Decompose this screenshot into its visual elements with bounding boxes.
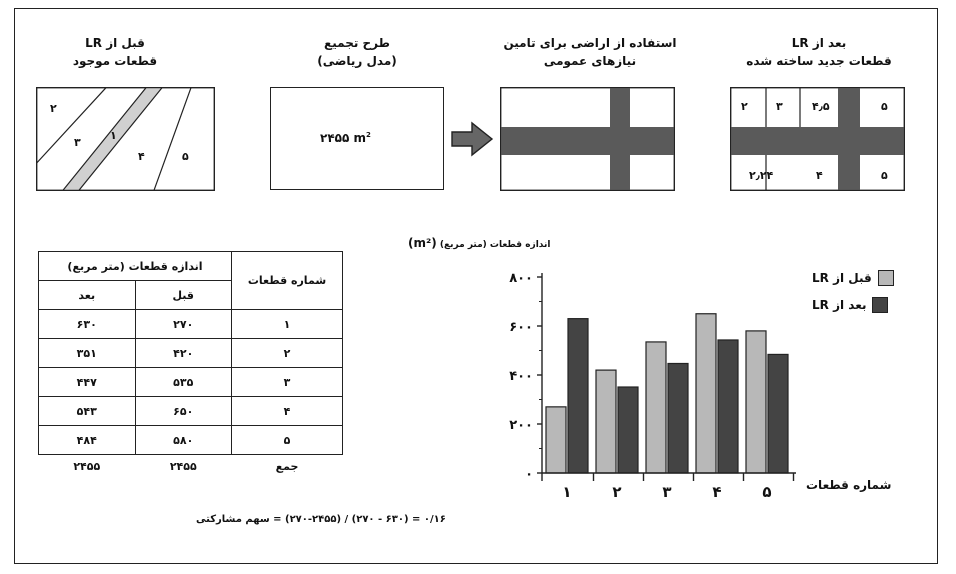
- bar-before-parcel-2: [596, 370, 616, 473]
- legend-label-before: قبل از LR: [812, 271, 872, 285]
- col-header-group: اندازه قطعات (متر مربع): [39, 252, 232, 281]
- x-tick-label-4: ۴: [712, 483, 722, 501]
- y-tick-label-600: ۶۰۰: [509, 320, 533, 335]
- col-header-before: قبل: [135, 281, 232, 310]
- cell-after: ۶۳۰: [39, 310, 136, 339]
- bar-before-parcel-1: [546, 407, 566, 473]
- pooled-area-unit: m: [353, 131, 366, 145]
- x-tick-label-1: ۱: [562, 483, 572, 501]
- cell-before: ۶۵۰: [135, 397, 232, 426]
- cell-before: ۵۳۵: [135, 368, 232, 397]
- pooling-panel-title: [282, 34, 432, 70]
- public-title-line1: استفاده از اراضی برای تامین: [503, 36, 677, 50]
- cell-after: ۵۴۳: [39, 397, 136, 426]
- chart-ylabel-text: اندازه قطعات (متر مربع): [439, 240, 551, 250]
- parcel-label-4: ۴: [138, 150, 145, 163]
- vertical-road: [610, 88, 630, 189]
- bar-before-parcel-3: [646, 342, 666, 473]
- cell-after: ۴۴۷: [39, 368, 136, 397]
- existing-parcels-border: [37, 88, 215, 191]
- chart-unit-label: (m²): [408, 236, 437, 250]
- public-use-panel-title: [500, 34, 680, 70]
- pooling-title-line1: طرح تجمیع: [324, 36, 390, 50]
- y-tick-label-0: ۰: [525, 467, 533, 482]
- col-header-after: بعد: [39, 281, 136, 310]
- pooled-area-value: ۲۴۵۵: [320, 131, 350, 145]
- table-row: [39, 426, 343, 455]
- x-tick-label-5: ۵: [762, 483, 772, 501]
- after-title-line2: قطعات جدید ساخته شده: [746, 54, 892, 68]
- y-tick-label-400: ۴۰۰: [509, 369, 533, 384]
- col-header-parcel: شماره قطعات: [232, 252, 343, 310]
- table-sum-row: [39, 455, 343, 478]
- chart-ylabel: [408, 236, 550, 250]
- after-panel-title: [734, 34, 904, 70]
- parcel-label-3: ۳: [74, 136, 81, 149]
- y-tick-label-800: ۸۰۰: [509, 271, 533, 286]
- cell-after: ۳۵۱: [39, 339, 136, 368]
- before-title-line1: قبل از LR: [85, 36, 145, 50]
- before-panel-title: [40, 34, 190, 70]
- public-land-map: [500, 87, 675, 191]
- y-tick-label-200: ۲۰۰: [509, 418, 533, 433]
- public-title-line2: نیازهای عمومی: [543, 54, 637, 68]
- legend-label-after: بعد از LR: [812, 298, 867, 312]
- bar-after-parcel-4: [718, 340, 738, 473]
- table-row: [39, 310, 343, 339]
- table-row: [39, 339, 343, 368]
- new-lot-4: ۴: [816, 169, 823, 182]
- sum-label: جمع: [232, 455, 343, 478]
- new-lot-2: ۲: [741, 100, 748, 113]
- parcel-size-bar-chart: [470, 262, 800, 502]
- existing-parcels-map: [36, 87, 215, 191]
- legend-swatch-before: [878, 270, 894, 286]
- cell-before: ۵۸۰: [135, 426, 232, 455]
- new-lot-4-5: ۴٫۵: [812, 100, 830, 113]
- chart-xlabel: شماره قطعات: [806, 478, 892, 492]
- new-lot-5-bottom: ۵: [881, 169, 888, 182]
- table-row: [39, 397, 343, 426]
- table-row: [39, 368, 343, 397]
- new-vertical-road: [838, 88, 860, 189]
- cell-before: ۲۷۰: [135, 310, 232, 339]
- after-title-line1: بعد از LR: [791, 36, 847, 50]
- horizontal-road: [501, 127, 673, 155]
- cell-after: ۴۸۴: [39, 426, 136, 455]
- pooling-title-line2: (مدل ریاضی): [317, 54, 397, 68]
- cell-parcel: ۴: [232, 397, 343, 426]
- legend-swatch-after: [872, 297, 888, 313]
- sum-after: ۲۴۵۵: [39, 455, 136, 478]
- bar-after-parcel-2: [618, 387, 638, 473]
- new-horizontal-road: [731, 127, 903, 155]
- cell-parcel: ۵: [232, 426, 343, 455]
- contribution-formula: ۰/۱۶ = (۶۳۰ - ۲۷۰) / (۲۷۰-۲۴۵۵) = سهم مشارکتی: [196, 514, 446, 525]
- bar-before-parcel-4: [696, 314, 716, 473]
- x-tick-label-2: ۲: [612, 483, 622, 501]
- parcel-label-5: ۵: [182, 150, 189, 163]
- parcel-label-1: ۱: [110, 129, 117, 142]
- new-lot-2-24: ۲٫۲۴: [749, 169, 774, 182]
- bar-after-parcel-1: [568, 319, 588, 473]
- legend-item-before: [812, 270, 894, 286]
- x-tick-label-3: ۳: [662, 483, 672, 501]
- sum-before: ۲۴۵۵: [135, 455, 232, 478]
- parcel-size-table: [38, 251, 343, 477]
- new-lot-5-top: ۵: [881, 100, 888, 113]
- bar-after-parcel-5: [768, 354, 788, 473]
- cell-parcel: ۱: [232, 310, 343, 339]
- right-arrow-icon: [450, 120, 494, 158]
- cell-before: ۴۲۰: [135, 339, 232, 368]
- before-title-line2: قطعات موجود: [72, 54, 158, 68]
- cell-parcel: ۲: [232, 339, 343, 368]
- pooled-area-label: [320, 131, 371, 145]
- pooled-area-exponent: 2: [366, 131, 371, 139]
- parcel-label-2: ۲: [50, 102, 57, 115]
- legend-item-after: [812, 297, 888, 313]
- new-lot-3: ۳: [776, 100, 783, 113]
- cell-parcel: ۳: [232, 368, 343, 397]
- bar-before-parcel-5: [746, 331, 766, 473]
- bar-after-parcel-3: [668, 363, 688, 473]
